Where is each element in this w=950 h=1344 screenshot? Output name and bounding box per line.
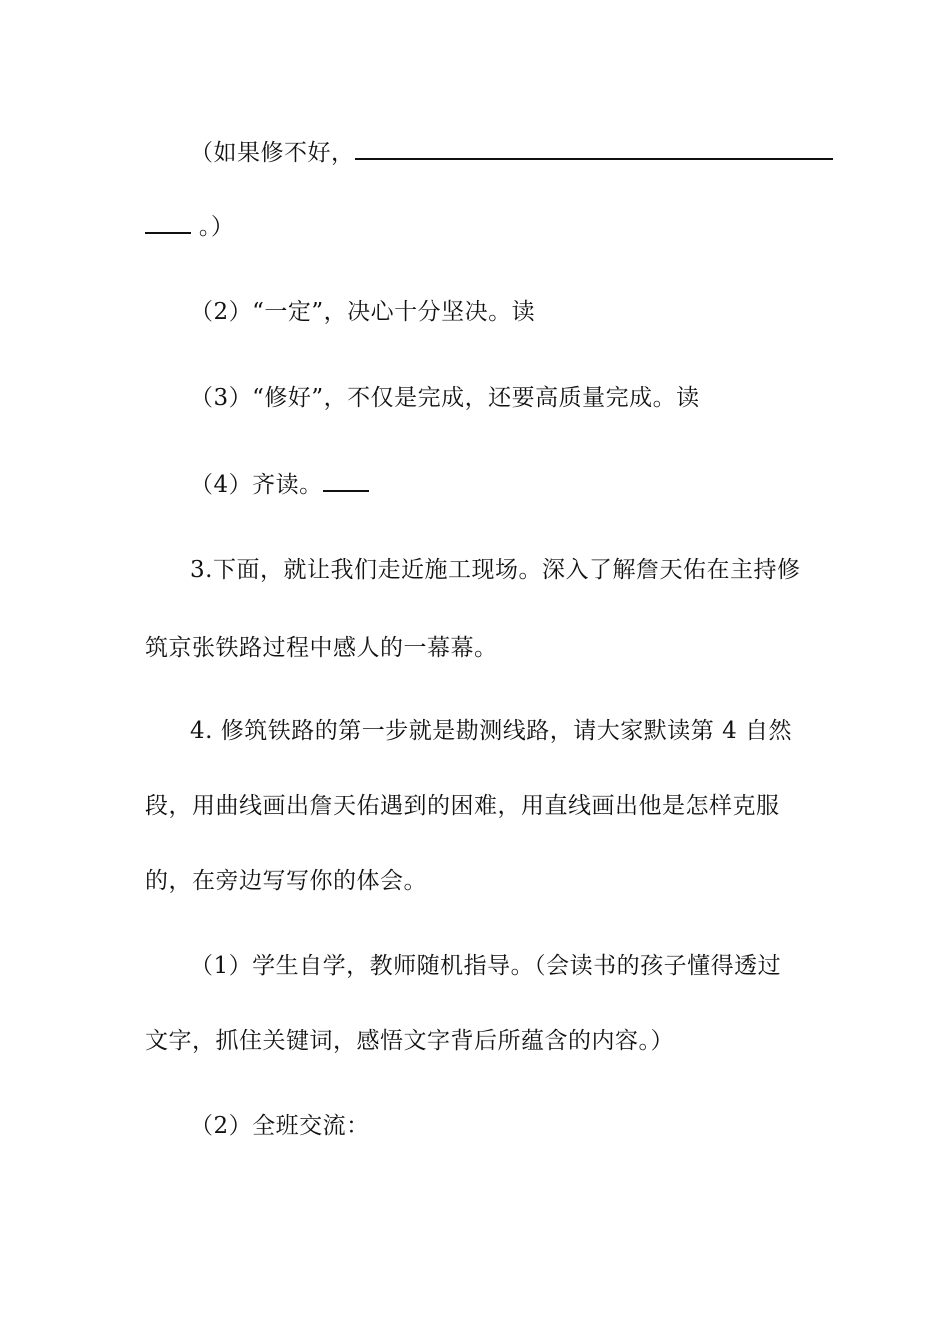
line-4-text: （3）“修好”，不仅是完成，还要高质量完成。读 [190,385,700,411]
text-line-9 [145,790,780,822]
line-10-text: 的，在旁边写写你的体会。 [145,868,427,894]
text-line-4 [190,382,700,414]
line-11-text: （1）学生自学，教师随机指导。（会读书的孩子懂得透过 [190,953,782,979]
line-12-text: 文字，抓住关键词，感悟文字背后所蕴含的内容。） [145,1028,674,1054]
line-1-text: （如果修不好， [190,140,355,166]
text-line-11 [190,950,781,982]
line-6-text: 3.下面，就让我们走近施工现场。深入了解詹天佑在主持修 [190,557,801,583]
line-9-text: 段，用曲线画出詹天佑遇到的困难，用直线画出他是怎样克服 [145,793,780,819]
line-5-text: （4）齐读。 [190,472,323,498]
text-line-6 [190,554,800,586]
text-line-7 [145,632,498,664]
fill-blank-line[interactable] [145,210,191,234]
text-line-3 [190,296,535,328]
line-8-text: 4. 修筑铁路的第一步就是勘测线路，请大家默读第 4 自然 [190,718,793,744]
text-line-10 [145,865,427,897]
line-13-text: （2）全班交流： [190,1113,370,1139]
text-line-2 [145,210,234,243]
line-3-text: （2）“一定”，决心十分坚决。读 [190,299,536,325]
text-line-5 [190,468,369,501]
text-line-8 [190,715,792,747]
line-7-text: 筑京张铁路过程中感人的一幕幕。 [145,635,498,661]
fill-blank-line[interactable] [323,468,369,492]
text-line-12 [145,1025,674,1057]
text-line-1 [190,136,833,169]
line-2-text: 。） [198,214,235,240]
fill-blank-line[interactable] [355,136,833,160]
text-line-13 [190,1110,370,1142]
